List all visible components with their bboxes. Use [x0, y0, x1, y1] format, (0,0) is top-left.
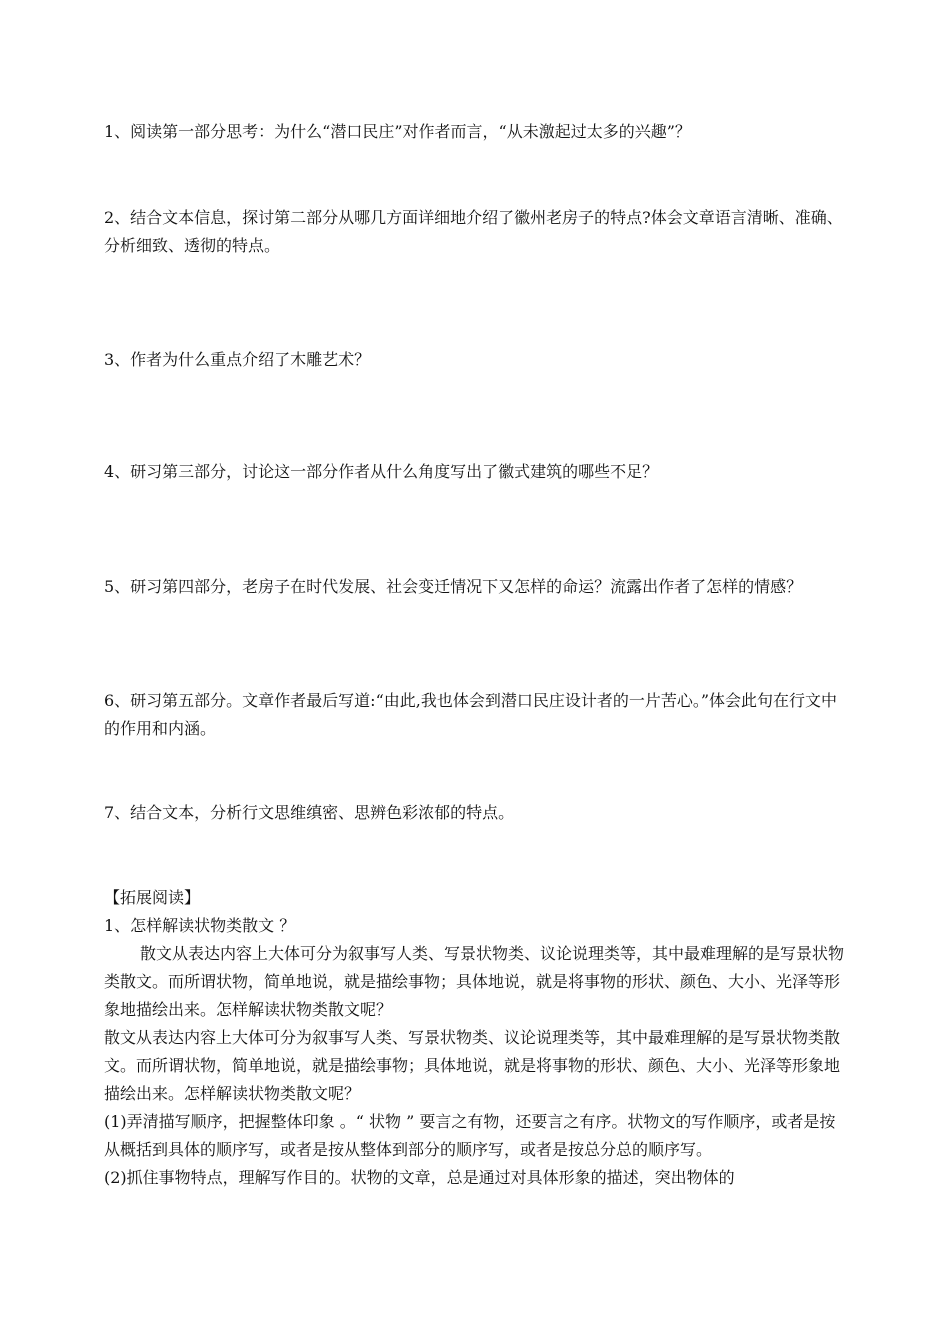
question-7: 7、结合文本，分析行文思维缜密、思辨色彩浓郁的特点。 — [104, 803, 515, 822]
extension-paragraph-2: 散文从表达内容上大体可分为叙事写人类、写景状物类、议论说理类等，其中最难理解的是写景状物类散文。而所谓状物，简单地说，就是描绘事物；具体地说，就是将事物的形状、颜色、大小、光泽等形象地描绘出来。怎样解读状物类散文呢？ — [104, 1028, 841, 1103]
question-2: 2、结合文本信息，探讨第二部分从哪几方面详细地介绍了徽州老房子的特点?体会文章语言清晰、准确、分析细致、透彻的特点。 — [104, 208, 843, 255]
extension-reading-section — [104, 884, 849, 1192]
question-4: 4、研习第三部分，讨论这一部分作者从什么角度写出了徽式建筑的哪些不足？ — [104, 462, 659, 481]
extension-paragraph-1: 散文从表达内容上大体可分为叙事写人类、写景状物类、议论说理类等，其中最难理解的是写景状物类散文。而所谓状物，简单地说，就是描绘事物；具体地说，就是将事物的形状、颜色、大小、光泽等形象地描绘出来。怎样解读状物类散文呢？ — [104, 944, 845, 1019]
question-1: 1、阅读第一部分思考：为什么“潜口民庄”对作者而言，“从未激起过太多的兴趣”？ — [104, 122, 691, 141]
question-3: 3、作者为什么重点介绍了木雕艺术？ — [104, 350, 371, 369]
question-6: 6、研习第五部分。文章作者最后写道:“由此,我也体会到潜口民庄设计者的一片苦心。”体会此句在行文中的作用和内涵。 — [104, 691, 838, 738]
question-5: 5、研习第四部分，老房子在时代发展、社会变迁情况下又怎样的命运？流露出作者了怎样的情感？ — [104, 577, 803, 596]
extension-point-2: (2)抓住事物特点，理解写作目的。状物的文章，总是通过对具体形象的描述，突出物体的 — [104, 1168, 735, 1187]
extension-subheading: 1、怎样解读状物类散文 ？ — [104, 916, 296, 935]
extension-heading: 【拓展阅读】 — [104, 888, 201, 907]
extension-point-1: (1)弄清描写顺序，把握整体印象 。“ 状物 ” 要言之有物，还要言之有序。状物文的写作顺序，或者是按从概括到具体的顺序写，或者是按从整体到部分的顺序写，或者是按总分总的顺序写。 — [104, 1112, 836, 1159]
